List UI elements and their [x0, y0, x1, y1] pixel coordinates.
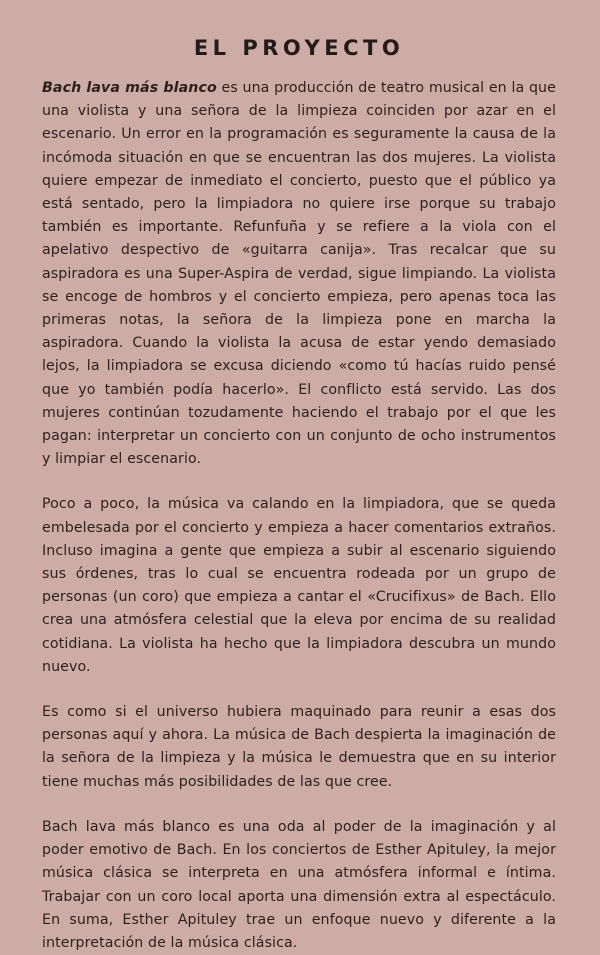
paragraph-universe-text: Es como si el universo hubiera maquinado para reunir a esas dos personas aquí y ahora. La música de Bach despierta la imaginación de la señora de la limpieza y la música le demuestra que en su interior tiene muchas más posibilidades de las que cree.	[42, 704, 556, 790]
page-title: EL PROYECTO	[193, 36, 405, 60]
paragraph-intro	[42, 77, 556, 471]
document-page	[42, 36, 556, 955]
paragraph-universe	[42, 701, 556, 794]
paragraph-music-effect	[42, 493, 556, 679]
paragraph-lead-title: Bach lava más blanco	[42, 80, 217, 96]
paragraph-intro-text: es una producción de teatro musical en la que una violista y una señora de la limpieza coinciden por azar en el escenario. Un error en la programación es seguramente la causa de la incómoda situación en que se encuentran las dos mujeres. La violista quiere empezar de inmediato el concierto, puesto que el público ya está sentado, pero la limpiadora no quiere irse porque su trabajo también es importante. Refunfuña y se refiere a la viola con el apelativo despectivo de «guitarra canija». Tras recalcar que su aspiradora es una Super-Aspira de verdad, sigue limpiando. La violista se encoge de hombros y el concierto empieza, pero apenas toca las primeras notas, la señora de la limpieza pone en marcha la aspiradora. Cuando la violista la acusa de estar yendo demasiado lejos, la limpiadora se excusa diciendo «como tú hacías ruido pensé que yo también podía hacerlo». El conflicto está servido. Las dos mujeres continúan tozudamente haciendo el trabajo por el que les pagan: interpretar un concierto con un conjunto de ocho instrumentos y limpiar el escenario.	[42, 80, 556, 468]
paragraph-conclusion-text: Bach lava más blanco es una oda al poder de la imaginación y al poder emotivo de Bach. En los conciertos de Esther Apituley, la mejor música clásica se interpreta en una atmósfera informal e íntima. Trabajar con un coro local aporta una dimensión extra al espectáculo. En suma, Esther Apituley trae un enfoque nuevo y diferente a la interpretación de la música clásica.	[42, 818, 556, 951]
paragraph-music-effect-text: Poco a poco, la música va calando en la limpiadora, que se queda embelesada por el concierto y empieza a hacer comentarios extraños. Incluso imagina a gente que empieza a subir al escenario siguiendo sus órdenes, tras lo cual se encuentra rodeada por un grupo de personas (un coro) que empieza a cantar el «Crucifixus» de Bach. Ello crea una atmósfera celestial que la eleva por encima de su realidad cotidiana. La violista ha hecho que la limpiadora descubra un mundo nuevo.	[42, 496, 556, 675]
paragraph-conclusion	[42, 816, 556, 955]
